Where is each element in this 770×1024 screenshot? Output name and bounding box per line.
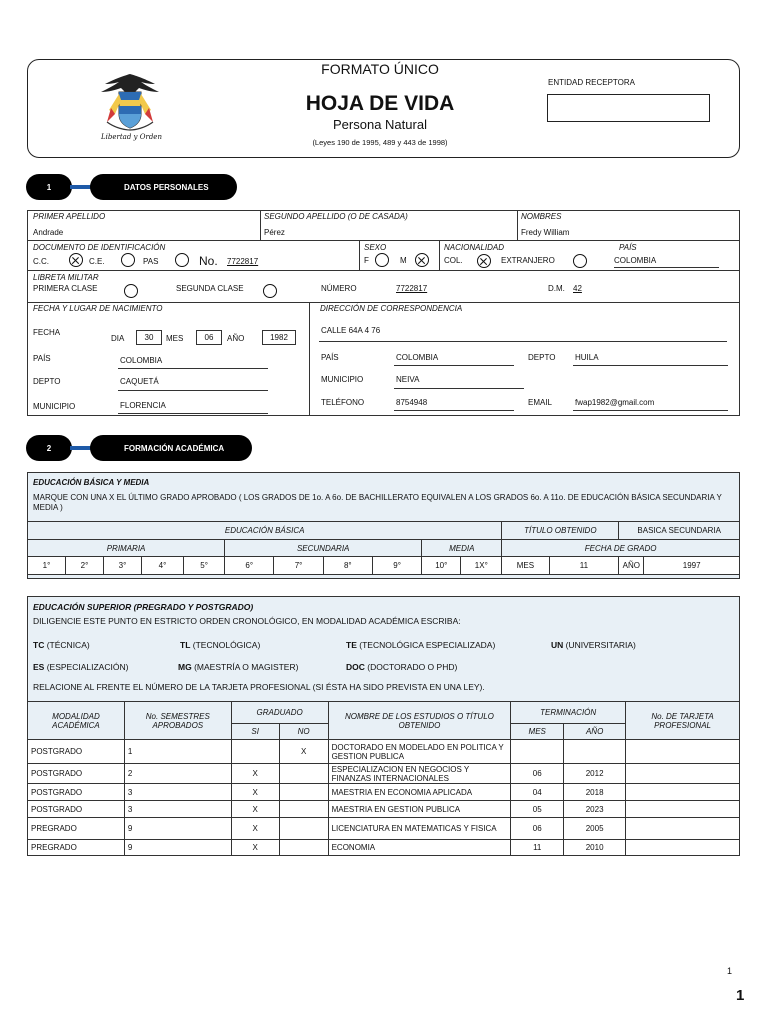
row-mes[interactable] xyxy=(511,740,564,764)
table-row xyxy=(28,840,740,856)
table-row xyxy=(28,818,740,840)
table-row xyxy=(28,740,740,764)
grado-mes-value[interactable]: 11 xyxy=(549,557,619,575)
row-si[interactable]: X xyxy=(231,801,279,818)
extranjero-label: EXTRANJERO xyxy=(501,256,555,265)
grado-mes-label: MES xyxy=(502,557,549,575)
sexo-m-checked-icon[interactable] xyxy=(415,253,429,267)
col-tarjeta: No. DE TARJETA PROFESIONAL xyxy=(626,702,740,740)
pais-dir-value[interactable]: COLOMBIA xyxy=(396,353,439,362)
libreta-numero-value[interactable]: 7722817 xyxy=(396,284,428,293)
col-nombre: NOMBRE DE LOS ESTUDIOS O TÍTULO OBTENIDO xyxy=(328,702,511,740)
mod-mg: MG (MAESTRÍA O MAGISTER) xyxy=(178,662,299,672)
crest-motto: Libertad y Orden xyxy=(101,133,162,141)
col-no: NO xyxy=(279,724,328,740)
table-row xyxy=(28,784,740,801)
row-semestres[interactable]: 9 xyxy=(124,818,231,840)
sexo-label: SEXO xyxy=(364,243,387,252)
nacimiento-label: FECHA Y LUGAR DE NACIMIENTO xyxy=(33,304,163,313)
row-si[interactable] xyxy=(231,740,279,764)
nombres-value[interactable]: Fredy William xyxy=(521,228,570,237)
secundaria-header: SECUNDARIA xyxy=(225,540,422,557)
form-type: FORMATO ÚNICO xyxy=(321,61,439,77)
row-no[interactable] xyxy=(279,801,328,818)
mod-tl: TL (TECNOLÓGICA) xyxy=(180,640,261,650)
basica-instructions: MARQUE CON UNA X EL ÚLTIMO GRADO APROBADO ( LOS GRADOS DE 1o. A 6o. DE BACHILLERATO EQUIVALEN A LOS GRADOS 6o. A 11o. DE EDUCACIÓN BÁSICA SECUNDARIA Y MEDIA ) xyxy=(33,493,722,512)
direccion-label: DIRECCIÓN DE CORRESPONDENCIA xyxy=(320,304,463,313)
row-nombre[interactable]: MAESTRIA EN GESTION PUBLICA xyxy=(328,801,511,818)
basica-title: EDUCACIÓN BÁSICA Y MEDIA xyxy=(33,478,150,487)
row-tarjeta[interactable] xyxy=(626,818,740,840)
row-mes[interactable]: 11 xyxy=(511,840,564,856)
direccion-value[interactable]: CALLE 64A 4 76 xyxy=(321,326,381,335)
section-title: DATOS PERSONALES xyxy=(90,174,237,200)
nombres-label: NOMBRES xyxy=(521,212,562,221)
grade-cell[interactable]: 2° xyxy=(65,557,103,575)
row-nombre[interactable]: MAESTRIA EN ECONOMIA APLICADA xyxy=(328,784,511,801)
basica-table xyxy=(27,521,740,575)
primer-apellido-label: PRIMER APELLIDO xyxy=(33,212,106,221)
primaria-header: PRIMARIA xyxy=(28,540,225,557)
row-no[interactable]: X xyxy=(279,740,328,764)
row-tarjeta[interactable] xyxy=(626,801,740,818)
col-label: COL. xyxy=(444,256,463,265)
cc-label: C.C. xyxy=(33,257,49,266)
segunda-clase-radio-icon[interactable] xyxy=(263,284,277,298)
anio-label: AÑO xyxy=(227,334,245,343)
row-tarjeta[interactable] xyxy=(626,840,740,856)
col-anio: AÑO xyxy=(564,724,626,740)
section-number: 2 xyxy=(26,435,72,461)
row-tarjeta[interactable] xyxy=(626,764,740,784)
row-nombre[interactable]: ESPECIALIZACION EN NEGOCIOS Y FINANZAS INTERNACIONALES xyxy=(328,764,511,784)
laws-reference: (Leyes 190 de 1995, 489 y 443 de 1998) xyxy=(312,138,448,147)
mod-tc: TC (TÉCNICA) xyxy=(33,640,90,650)
municipio-nacimiento-label: MUNICIPIO xyxy=(33,402,76,411)
primera-clase-radio-icon[interactable] xyxy=(124,284,138,298)
nacionalidad-label: NACIONALIDAD xyxy=(444,243,505,252)
segundo-apellido-label: SEGUNDO APELLIDO (O DE CASADA) xyxy=(264,212,408,221)
grade-cell[interactable]: 9° xyxy=(372,557,421,575)
extranjero-radio-icon[interactable] xyxy=(573,254,587,268)
telefono-label: TELÉFONO xyxy=(321,398,365,407)
superior-title: EDUCACIÓN SUPERIOR (PREGRADO Y POSTGRADO) xyxy=(33,602,254,612)
row-nombre[interactable]: DOCTORADO EN MODELADO EN POLITICA Y GESTION PUBLICA xyxy=(328,740,511,764)
primera-clase-label: PRIMERA CLASE xyxy=(33,284,98,293)
dia-field[interactable]: 30 xyxy=(136,330,162,345)
ce-label: C.E. xyxy=(89,257,105,266)
row-si[interactable]: X xyxy=(231,818,279,840)
mod-doc: DOC (DOCTORADO O PHD) xyxy=(346,662,458,672)
table-row xyxy=(28,764,740,784)
segundo-apellido-value[interactable]: Pérez xyxy=(264,228,285,237)
row-semestres[interactable]: 3 xyxy=(124,801,231,818)
row-mes[interactable]: 06 xyxy=(511,818,564,840)
municipio-dir-label: MUNICIPIO xyxy=(321,375,364,384)
tarjeta-note: RELACIONE AL FRENTE EL NÚMERO DE LA TARJETA PROFESIONAL (SI ÉSTA HA SIDO PREVISTA EN UNA LEY). xyxy=(33,682,485,692)
sexo-f-radio-icon[interactable] xyxy=(375,253,389,267)
grade-cell-selected[interactable]: 1X° xyxy=(461,557,502,575)
grado-anio-label: AÑO xyxy=(619,557,644,575)
page-number-large: 1 xyxy=(736,987,745,1004)
grade-cell[interactable]: 8° xyxy=(323,557,372,575)
row-tarjeta[interactable] xyxy=(626,784,740,801)
cc-checked-icon[interactable] xyxy=(69,253,83,267)
grade-cell[interactable]: 3° xyxy=(103,557,141,575)
section-title: FORMACIÓN ACADÉMICA xyxy=(90,435,252,461)
row-no[interactable] xyxy=(279,764,328,784)
table-row xyxy=(28,801,740,818)
pas-label: PAS xyxy=(143,257,159,266)
grade-cell[interactable]: 5° xyxy=(184,557,225,575)
row-semestres[interactable]: 9 xyxy=(124,840,231,856)
col-si: SI xyxy=(231,724,279,740)
row-anio[interactable]: 2012 xyxy=(564,764,626,784)
dia-label: DIA xyxy=(111,334,125,343)
municipio-dir-value[interactable]: NEIVA xyxy=(396,375,420,384)
row-mes[interactable]: 05 xyxy=(511,801,564,818)
row-modalidad[interactable]: POSTGRADO xyxy=(28,801,125,818)
titulo-obtenido-label: TÍTULO OBTENIDO xyxy=(502,522,619,540)
entidad-field[interactable] xyxy=(547,94,710,122)
row-anio[interactable] xyxy=(564,740,626,764)
row-anio[interactable]: 2018 xyxy=(564,784,626,801)
sexo-f-label: F xyxy=(364,256,369,265)
email-value[interactable]: fwap1982@gmail.com xyxy=(575,398,655,407)
superior-table xyxy=(27,701,740,856)
mes-field[interactable]: 06 xyxy=(196,330,222,345)
pill-connector xyxy=(70,446,92,450)
mod-te: TE (TECNOLÓGICA ESPECIALIZADA) xyxy=(346,640,496,650)
row-anio[interactable]: 2005 xyxy=(564,818,626,840)
row-si[interactable]: X xyxy=(231,840,279,856)
dm-label: D.M. xyxy=(548,284,565,293)
anio-field[interactable]: 1982 xyxy=(262,330,296,345)
pais-nacimiento-value[interactable]: COLOMBIA xyxy=(120,356,163,365)
no-label: No. xyxy=(199,254,218,268)
row-nombre[interactable]: ECONOMIA xyxy=(328,840,511,856)
doc-number[interactable]: 7722817 xyxy=(227,257,259,266)
page-title: HOJA DE VIDA xyxy=(305,92,455,115)
mod-un: UN (UNIVERSITARIA) xyxy=(551,640,636,650)
row-modalidad[interactable]: POSTGRADO xyxy=(28,740,125,764)
col-terminacion: TERMINACIÓN xyxy=(511,702,626,724)
pill-connector xyxy=(70,185,92,189)
mes-label: MES xyxy=(166,334,184,343)
sexo-m-label: M xyxy=(400,256,407,265)
row-semestres[interactable]: 3 xyxy=(124,784,231,801)
libreta-label: LIBRETA MILITAR xyxy=(33,273,99,282)
row-modalidad[interactable]: PREGRADO xyxy=(28,818,125,840)
row-modalidad[interactable]: PREGRADO xyxy=(28,840,125,856)
superior-instructions: DILIGENCIE ESTE PUNTO EN ESTRICTO ORDEN CRONOLÓGICO, EN MODALIDAD ACADÉMICA ESCRIBA: xyxy=(33,616,461,626)
depto-nacimiento-label: DEPTO xyxy=(33,377,61,386)
section-2-header xyxy=(26,435,256,461)
educacion-basica-header: EDUCACIÓN BÁSICA xyxy=(28,522,502,540)
section-1-header xyxy=(26,174,226,200)
pais-nac-label: PAÍS xyxy=(619,243,637,252)
row-modalidad[interactable]: POSTGRADO xyxy=(28,784,125,801)
depto-nacimiento-value[interactable]: CAQUETÁ xyxy=(120,377,159,386)
row-modalidad[interactable]: POSTGRADO xyxy=(28,764,125,784)
page-number: 1 xyxy=(727,966,733,976)
row-semestres[interactable]: 2 xyxy=(124,764,231,784)
entidad-label: ENTIDAD RECEPTORA xyxy=(548,78,635,87)
colombia-crest-icon xyxy=(95,70,165,142)
row-tarjeta[interactable] xyxy=(626,740,740,764)
row-si[interactable]: X xyxy=(231,784,279,801)
row-mes[interactable]: 06 xyxy=(511,764,564,784)
fecha-grado-header: FECHA DE GRADO xyxy=(502,540,740,557)
email-label: EMAIL xyxy=(528,398,553,407)
page-subtitle: Persona Natural xyxy=(333,117,427,132)
col-checked-icon[interactable] xyxy=(477,254,491,268)
row-no[interactable] xyxy=(279,784,328,801)
depto-dir-label: DEPTO xyxy=(528,353,556,362)
depto-dir-value[interactable]: HUILA xyxy=(575,353,599,362)
row-anio[interactable]: 2023 xyxy=(564,801,626,818)
grade-cell[interactable]: 4° xyxy=(141,557,183,575)
grade-cell[interactable]: 10° xyxy=(422,557,461,575)
pais-nac-value[interactable]: COLOMBIA xyxy=(614,256,657,265)
pais-dir-label: PAÍS xyxy=(321,353,339,362)
libreta-numero-label: NÚMERO xyxy=(321,284,357,293)
row-anio[interactable]: 2010 xyxy=(564,840,626,856)
pais-nacimiento-label: PAÍS xyxy=(33,354,51,363)
segunda-clase-label: SEGUNDA CLASE xyxy=(176,284,244,293)
row-mes[interactable]: 04 xyxy=(511,784,564,801)
grado-anio-value[interactable]: 1997 xyxy=(644,557,740,575)
pas-radio-icon[interactable] xyxy=(175,253,189,267)
row-si[interactable]: X xyxy=(231,764,279,784)
row-no[interactable] xyxy=(279,840,328,856)
col-mes: MES xyxy=(511,724,564,740)
ce-radio-icon[interactable] xyxy=(121,253,135,267)
telefono-value[interactable]: 8754948 xyxy=(396,398,428,407)
documento-label: DOCUMENTO DE IDENTIFICACIÓN xyxy=(33,243,166,252)
municipio-nacimiento-value[interactable]: FLORENCIA xyxy=(120,401,166,410)
mod-es: ES (ESPECIALIZACIÓN) xyxy=(33,662,129,672)
media-header: MEDIA xyxy=(422,540,502,557)
col-semestres: No. SEMESTRES APROBADOS xyxy=(124,702,231,740)
dm-value[interactable]: 42 xyxy=(573,284,582,293)
row-semestres[interactable]: 1 xyxy=(124,740,231,764)
primer-apellido-value[interactable]: Andrade xyxy=(33,228,64,237)
fecha-label: FECHA xyxy=(33,328,61,337)
section-number: 1 xyxy=(26,174,72,200)
col-graduado: GRADUADO xyxy=(231,702,328,724)
grade-cell[interactable]: 1° xyxy=(28,557,66,575)
grade-cell[interactable]: 6° xyxy=(225,557,274,575)
row-nombre[interactable]: LICENCIATURA EN MATEMATICAS Y FISICA xyxy=(328,818,511,840)
grade-cell[interactable]: 7° xyxy=(274,557,323,575)
row-no[interactable] xyxy=(279,818,328,840)
titulo-obtenido-value[interactable]: BASICA SECUNDARIA xyxy=(619,522,740,540)
col-modalidad: MODALIDAD ACADÉMICA xyxy=(28,702,125,740)
